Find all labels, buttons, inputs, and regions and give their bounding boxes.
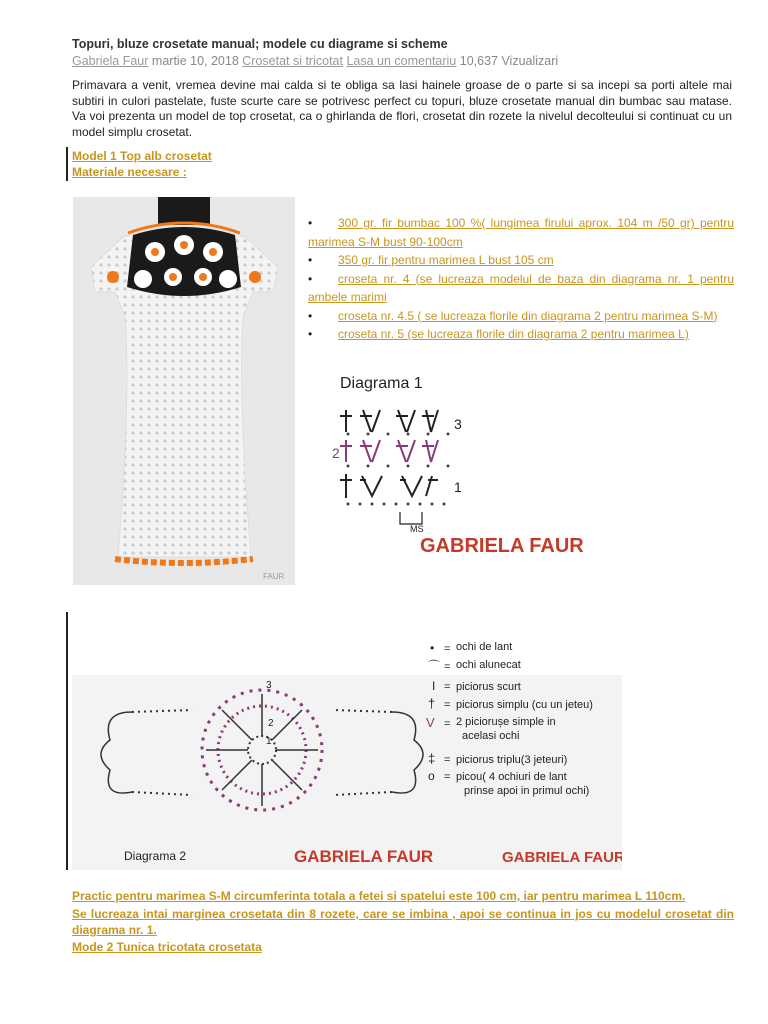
- materials-list: [308, 214, 734, 344]
- legend-label: acelasi ochi: [462, 730, 520, 742]
- diagram1-title: Diagrama 1: [340, 375, 423, 392]
- legend-label: piciorus triplu(3 jeteuri): [456, 754, 568, 766]
- diagram2-title: Diagrama 2: [124, 849, 187, 863]
- legend-label: piciorus simplu (cu un jeteu): [456, 699, 593, 711]
- ring-label-1: 1: [266, 736, 272, 747]
- ms-label: MS: [410, 524, 424, 534]
- legend-label: 2 piciorușe simple in: [456, 716, 556, 728]
- ring-label-3: 3: [266, 680, 272, 691]
- ring-label-2: 2: [268, 718, 274, 729]
- legend-symbol: ⌒: [428, 659, 441, 673]
- list-item[interactable]: • croseta nr. 5 (se lucreaza florile din diagrama 2 pentru marimea L): [308, 327, 689, 341]
- left-divider: [66, 147, 68, 181]
- post-date: martie 10, 2018: [148, 54, 243, 68]
- svg-text:=: =: [444, 718, 451, 730]
- category-link[interactable]: Crosetat si tricotat: [242, 54, 343, 68]
- legend-label: piciorus scurt: [456, 681, 521, 693]
- diagram2-image: [72, 630, 622, 870]
- construction-note[interactable]: Se lucreaza intai marginea crosetata din 8 rozete, care se imbina , apoi se continua in jos cu modelul crosetat din diagrama nr. 1.: [72, 907, 734, 937]
- product-photo: [73, 197, 295, 585]
- article-title: Topuri, bluze crosetate manual; modele cu diagrame si scheme: [72, 37, 448, 51]
- legend-label: ochi de lant: [456, 641, 513, 653]
- legend-symbol: †: [428, 696, 436, 711]
- views-count: 10,637 Vizualizari: [456, 54, 559, 68]
- diagram1-image: [308, 362, 608, 562]
- legend-symbol: o: [428, 769, 435, 783]
- list-item[interactable]: • 350 gr. fir pentru marimea L bust 105 cm: [308, 253, 554, 267]
- author-link[interactable]: Gabriela Faur: [72, 54, 149, 68]
- row-label-3: 3: [454, 416, 462, 432]
- article-meta: [72, 54, 558, 68]
- diagram1-watermark: GABRIELA FAUR: [420, 535, 584, 557]
- svg-text:=: =: [444, 661, 451, 673]
- size-note[interactable]: Practic pentru marimea S-M circumferinta totala a fetei si spatelui este 100 cm, iar pentru marimea L 110cm.: [72, 889, 686, 903]
- diagram2-watermark-1: GABRIELA FAUR: [294, 847, 434, 866]
- svg-text:=: =: [444, 771, 451, 783]
- svg-text:=: =: [444, 699, 451, 711]
- legend-symbol: I: [432, 679, 436, 693]
- legend-symbol: ‡: [428, 751, 436, 766]
- intro-paragraph: Primavara a venit, vremea devine mai calda si te obliga sa lasi hainele groase de o parte si sa incepi sa porti altele mai subtiri in culori pastelate, fuste scurte care se potrivesc perfect cu topuri, bluze crosetate manual din bumbac sau matase. Va voi prezenta un model de top crosetat, ca o ghirlanda de flori, crosetat din rozete la nivelul decolteului si continuat cu un model simplu crosetat.: [72, 78, 732, 139]
- svg-text:=: =: [444, 643, 451, 655]
- model2-heading[interactable]: Mode 2 Tunica tricotata crosetata: [72, 940, 262, 954]
- legend-label: prinse apoi in primul ochi): [464, 785, 590, 797]
- svg-text:=: =: [444, 681, 451, 693]
- list-item[interactable]: • croseta nr. 4 (se lucreaza modelul de baza din diagrama nr. 1 pentru ambele marimi: [308, 271, 734, 304]
- left-divider-2: [66, 612, 68, 870]
- diagram2-watermark-2: GABRIELA FAUR: [502, 849, 622, 866]
- materials-heading[interactable]: Materiale necesare :: [72, 165, 187, 179]
- list-item[interactable]: • croseta nr. 4.5 ( se lucreaza florile din diagrama 2 pentru marimea S-M): [308, 308, 718, 323]
- legend-label: picou( 4 ochiuri de lant: [456, 771, 567, 783]
- row-label-2: 2: [332, 445, 340, 461]
- list-item[interactable]: • 300 gr. fir bumbac 100 %( lungimea firului aprox. 104 m /50 gr) pentru marimea S-M bust 90-100cm: [308, 216, 734, 249]
- comment-link[interactable]: Lasa un comentariu: [346, 54, 457, 68]
- model1-heading[interactable]: Model 1 Top alb crosetat: [72, 149, 212, 163]
- svg-text:=: =: [444, 754, 451, 766]
- legend-label: ochi alunecat: [456, 659, 521, 671]
- legend-symbol: V: [426, 715, 435, 730]
- photo-watermark: FAUR: [263, 572, 285, 581]
- legend-symbol: •: [430, 641, 435, 655]
- row-label-1: 1: [454, 479, 462, 495]
